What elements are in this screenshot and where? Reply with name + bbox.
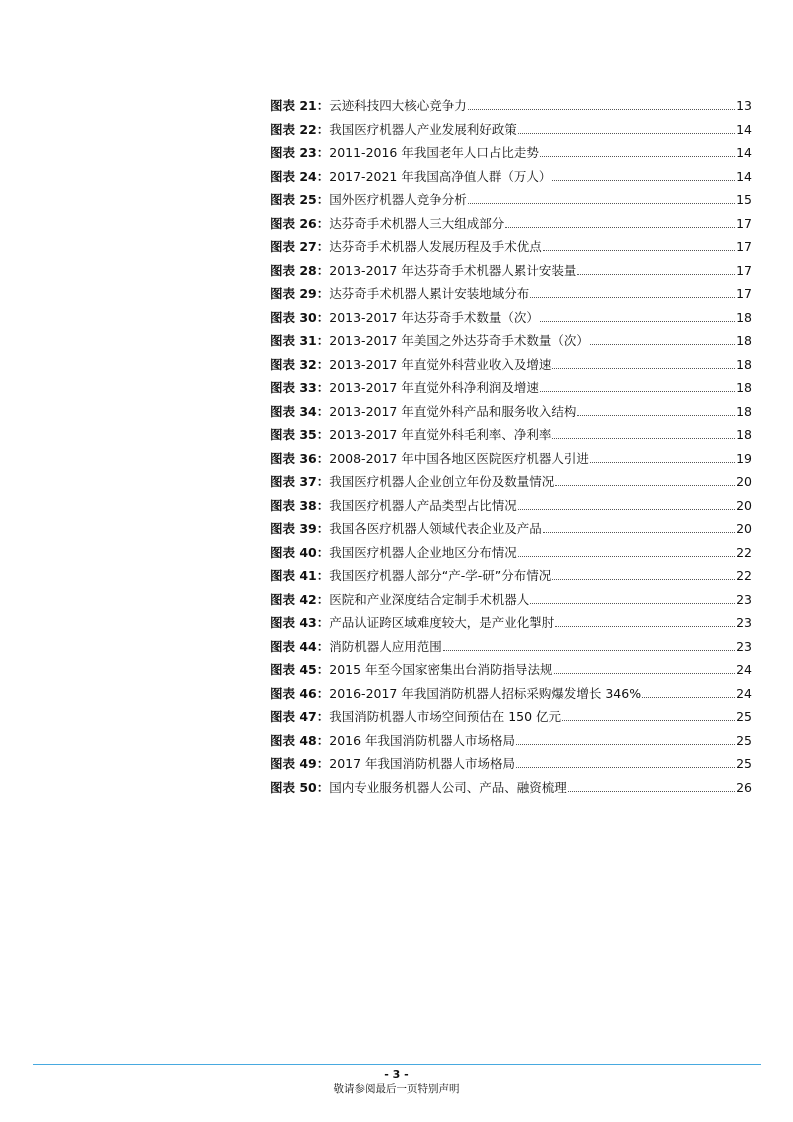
toc-entry[interactable] [270, 400, 752, 424]
toc-entry[interactable] [270, 188, 752, 212]
toc-entry[interactable] [270, 118, 752, 142]
toc-entry-page: 24 [736, 662, 752, 677]
toc-entry-title: 2013-2017 年直觉外科毛利率、净利率 [329, 427, 552, 442]
toc-entry[interactable] [270, 564, 752, 588]
toc-dot-leader [577, 415, 735, 416]
toc-entry-title: 2013-2017 年达芬奇手术数量（次） [329, 309, 539, 325]
toc-entry-label: 图表 43： [270, 615, 330, 630]
toc-entry-label: 图表 46： [270, 685, 330, 701]
toc-entry-label: 图表 21： [270, 98, 330, 113]
toc-entry[interactable] [270, 329, 752, 353]
toc-entry[interactable] [270, 376, 752, 400]
toc-entry-page: 17 [736, 215, 752, 231]
toc-entry[interactable] [270, 353, 752, 377]
footer-divider [33, 1064, 761, 1065]
toc-entry[interactable] [270, 165, 752, 189]
toc-dot-leader [568, 791, 735, 792]
toc-entry-label: 图表 44： [270, 638, 330, 654]
toc-entry-page: 19 [736, 450, 752, 466]
toc-entry-page: 17 [736, 262, 752, 278]
toc-entry-title: 我国消防机器人市场空间预估在 150 亿元 [329, 709, 562, 724]
toc-entry-label: 图表 25： [270, 192, 330, 207]
toc-entry-title: 2013-2017 年直觉外科营业收入及增速 [329, 356, 552, 372]
toc-entry-label: 图表 49： [270, 756, 330, 771]
figure-table-of-contents [270, 94, 752, 799]
toc-entry-label: 图表 32： [270, 356, 330, 372]
toc-entry[interactable] [270, 729, 752, 753]
toc-entry-label: 图表 27： [270, 239, 330, 254]
toc-dot-leader [552, 180, 735, 181]
toc-dot-leader [540, 321, 735, 322]
footer-disclaimer: 敬请参阅最后一页特别声明 [333, 1083, 460, 1095]
toc-entry-page: 14 [736, 145, 752, 160]
toc-entry[interactable] [270, 776, 752, 800]
toc-entry-page: 24 [736, 685, 752, 701]
toc-entry[interactable] [270, 282, 752, 306]
toc-dot-leader [642, 697, 735, 698]
toc-dot-leader [518, 509, 735, 510]
toc-entry-title: 2017 年我国消防机器人市场格局 [329, 756, 516, 771]
toc-dot-leader [530, 297, 735, 298]
toc-dot-leader [530, 603, 735, 604]
toc-entry-title: 国外医疗机器人竞争分析 [329, 192, 467, 207]
toc-entry[interactable] [270, 705, 752, 729]
toc-entry-title: 我国医疗机器人产业发展利好政策 [329, 121, 517, 137]
toc-entry-page: 14 [736, 121, 752, 137]
toc-dot-leader [552, 438, 735, 439]
toc-entry[interactable] [270, 212, 752, 236]
toc-entry-title: 我国各医疗机器人领域代表企业及产品 [329, 521, 542, 536]
toc-entry[interactable] [270, 611, 752, 635]
toc-dot-leader [443, 650, 735, 651]
toc-entry-title: 云迹科技四大核心竞争力 [329, 98, 467, 113]
toc-entry[interactable] [270, 541, 752, 565]
toc-dot-leader [468, 109, 735, 110]
toc-entry-label: 图表 26： [270, 215, 330, 231]
toc-entry-page: 18 [736, 333, 752, 348]
toc-entry[interactable] [270, 235, 752, 259]
toc-dot-leader [577, 274, 735, 275]
toc-entry-title: 产品认证跨区域难度较大，是产业化掣肘 [329, 615, 555, 630]
toc-entry-title: 消防机器人应用范围 [329, 638, 442, 654]
toc-entry-label: 图表 36： [270, 450, 330, 466]
toc-entry-page: 20 [736, 474, 752, 489]
toc-entry-page: 15 [736, 192, 752, 207]
toc-entry-label: 图表 29： [270, 286, 330, 301]
toc-entry-label: 图表 22： [270, 121, 330, 137]
toc-entry-page: 25 [736, 732, 752, 748]
toc-entry[interactable] [270, 658, 752, 682]
page-number: - 3 - [384, 1068, 409, 1081]
toc-entry-title: 2013-2017 年达芬奇手术机器人累计安装量 [329, 262, 577, 278]
toc-dot-leader [543, 250, 735, 251]
toc-dot-leader [540, 391, 735, 392]
toc-dot-leader [562, 720, 735, 721]
toc-entry[interactable] [270, 423, 752, 447]
toc-entry-label: 图表 35： [270, 427, 330, 442]
toc-entry-label: 图表 30： [270, 309, 330, 325]
toc-entry-label: 图表 39： [270, 521, 330, 536]
toc-entry-label: 图表 45： [270, 662, 330, 677]
toc-entry[interactable] [270, 259, 752, 283]
toc-entry-page: 26 [736, 779, 752, 795]
toc-entry[interactable] [270, 447, 752, 471]
toc-entry-page: 13 [736, 98, 752, 113]
toc-dot-leader [540, 156, 735, 157]
toc-dot-leader [555, 626, 735, 627]
toc-entry-label: 图表 37： [270, 474, 330, 489]
toc-entry-page: 22 [736, 544, 752, 560]
toc-dot-leader [590, 462, 735, 463]
toc-dot-leader [516, 744, 735, 745]
toc-entry-label: 图表 34： [270, 403, 330, 419]
toc-entry-title: 达芬奇手术机器人发展历程及手术优点 [329, 239, 542, 254]
toc-entry-label: 图表 48： [270, 732, 330, 748]
toc-entry-label: 图表 50： [270, 779, 330, 795]
toc-entry[interactable] [270, 470, 752, 494]
toc-entry-page: 22 [736, 568, 752, 583]
toc-dot-leader [518, 133, 735, 134]
toc-entry[interactable] [270, 752, 752, 776]
toc-entry-title: 达芬奇手术机器人累计安装地域分布 [329, 286, 530, 301]
toc-entry-label: 图表 41： [270, 568, 330, 583]
toc-entry-title: 2016-2017 年我国消防机器人招标采购爆发增长 346% [329, 685, 642, 701]
toc-entry-title: 2013-2017 年美国之外达芬奇手术数量（次） [329, 333, 589, 348]
toc-entry-label: 图表 47： [270, 709, 330, 724]
toc-entry-page: 23 [736, 591, 752, 607]
toc-entry-label: 图表 33： [270, 380, 330, 395]
toc-entry-page: 18 [736, 380, 752, 395]
toc-entry-title: 2013-2017 年直觉外科净利润及增速 [329, 380, 539, 395]
toc-entry-title: 我国医疗机器人部分“产-学-研”分布情况 [329, 568, 552, 583]
toc-dot-leader [554, 673, 736, 674]
toc-entry-page: 14 [736, 168, 752, 184]
toc-entry-label: 图表 31： [270, 333, 330, 348]
toc-entry-title: 我国医疗机器人企业地区分布情况 [329, 544, 517, 560]
toc-entry-title: 医院和产业深度结合定制手术机器人 [329, 591, 530, 607]
toc-entry-title: 2013-2017 年直觉外科产品和服务收入结构 [329, 403, 577, 419]
toc-entry-label: 图表 40： [270, 544, 330, 560]
toc-entry[interactable] [270, 94, 752, 118]
toc-entry[interactable] [270, 635, 752, 659]
toc-entry[interactable] [270, 141, 752, 165]
toc-entry[interactable] [270, 494, 752, 518]
toc-dot-leader [518, 556, 735, 557]
toc-entry-page: 18 [736, 309, 752, 325]
toc-entry-page: 17 [736, 286, 752, 301]
toc-entry-label: 图表 38： [270, 497, 330, 513]
toc-entry-title: 2017-2021 年我国高净值人群（万人） [329, 168, 552, 184]
toc-entry-page: 18 [736, 356, 752, 372]
toc-entry-page: 20 [736, 497, 752, 513]
toc-dot-leader [516, 767, 735, 768]
toc-entry-page: 25 [736, 709, 752, 724]
toc-entry-page: 25 [736, 756, 752, 771]
toc-entry[interactable] [270, 588, 752, 612]
toc-entry-label: 图表 42： [270, 591, 330, 607]
toc-entry-title: 2011-2016 年我国老年人口占比走势 [329, 145, 539, 160]
toc-dot-leader [552, 579, 735, 580]
toc-entry-page: 18 [736, 403, 752, 419]
toc-dot-leader [590, 344, 735, 345]
toc-entry-page: 18 [736, 427, 752, 442]
toc-entry[interactable] [270, 306, 752, 330]
toc-entry-label: 图表 24： [270, 168, 330, 184]
toc-entry-page: 20 [736, 521, 752, 536]
toc-dot-leader [555, 485, 735, 486]
toc-entry[interactable] [270, 682, 752, 706]
toc-entry-page: 17 [736, 239, 752, 254]
toc-entry-title: 2015 年至今国家密集出台消防指导法规 [329, 662, 553, 677]
toc-dot-leader [543, 532, 735, 533]
toc-entry-title: 我国医疗机器人产品类型占比情况 [329, 497, 517, 513]
toc-dot-leader [505, 227, 735, 228]
toc-entry-title: 2008-2017 年中国各地区医院医疗机器人引进 [329, 450, 589, 466]
toc-entry[interactable] [270, 517, 752, 541]
toc-entry-label: 图表 28： [270, 262, 330, 278]
toc-entry-title: 国内专业服务机器人公司、产品、融资梳理 [329, 779, 567, 795]
toc-entry-title: 2016 年我国消防机器人市场格局 [329, 732, 516, 748]
toc-entry-title: 达芬奇手术机器人三大组成部分 [329, 215, 505, 231]
toc-entry-page: 23 [736, 615, 752, 630]
toc-entry-label: 图表 23： [270, 145, 330, 160]
toc-dot-leader [552, 368, 735, 369]
toc-entry-title: 我国医疗机器人企业创立年份及数量情况 [329, 474, 555, 489]
toc-entry-page: 23 [736, 638, 752, 654]
toc-dot-leader [468, 203, 735, 204]
